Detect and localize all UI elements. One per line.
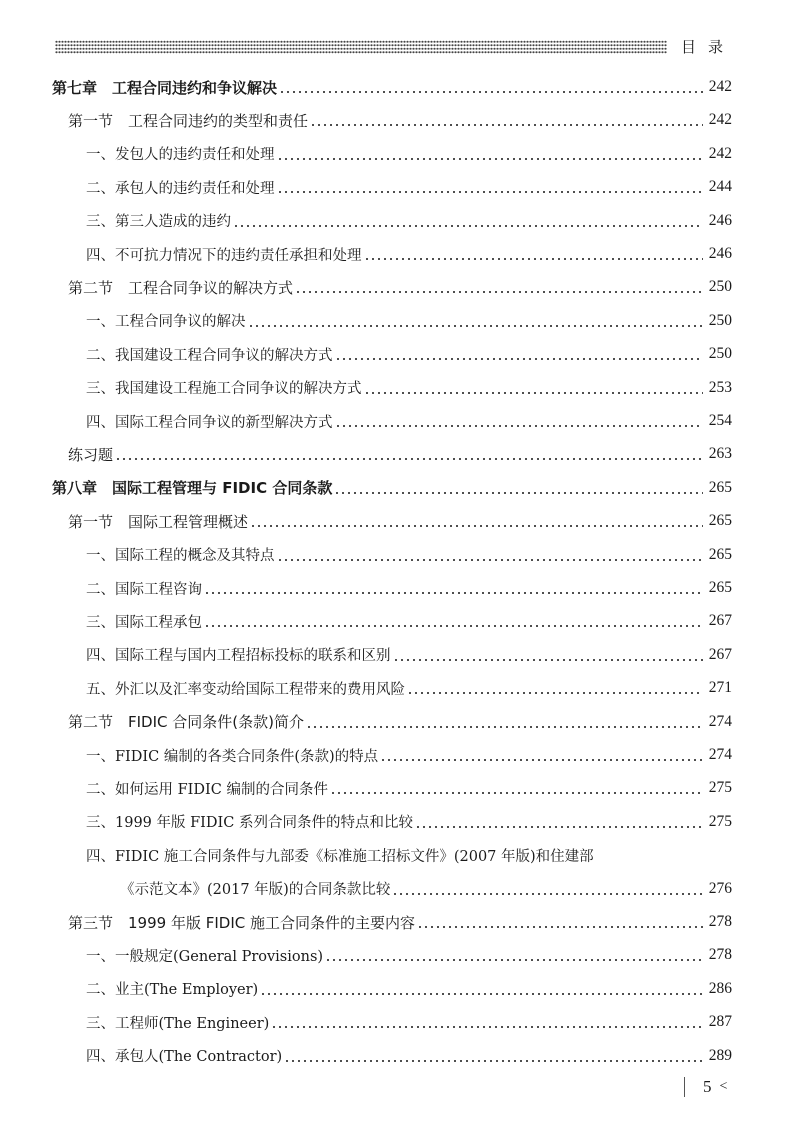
toc-entry: [86, 940, 732, 970]
toc-dot-leader: [407, 683, 703, 697]
toc-entry-page: 276: [708, 879, 732, 897]
toc-entry-page: 286: [708, 979, 732, 997]
toc-entry: [68, 506, 732, 536]
toc-entry: [86, 373, 732, 403]
toc-entry: [86, 540, 732, 570]
toc-entry: [68, 272, 732, 302]
toc-dot-leader: [250, 516, 703, 530]
toc-dot-leader: [415, 817, 703, 831]
toc-dot-leader: [115, 449, 703, 463]
toc-entry-title: 四、不可抗力情况下的违约责任承担和处理: [86, 247, 362, 264]
toc-entry-title: 一、FIDIC 编制的各类合同条件(条款)的特点: [86, 748, 379, 765]
toc-entry-page: 265: [708, 478, 732, 496]
toc-entry-title: 二、承包人的违约责任和处理: [86, 180, 275, 197]
toc-entry-title: 第二节 FIDIC 合同条件(条款)简介: [68, 713, 304, 732]
toc-entry-title: 四、FIDIC 施工合同条件与九部委《标准施工招标文件》(2007 年版)和住建部: [86, 848, 594, 865]
toc-entry: [86, 339, 732, 369]
toc-dot-leader: [277, 149, 703, 163]
toc-entry: [52, 72, 732, 102]
toc-entry: [86, 840, 732, 870]
toc-dot-leader: [364, 383, 703, 397]
toc-entry: [68, 707, 732, 737]
footer-divider: [684, 1077, 685, 1097]
toc-entry: [86, 807, 732, 837]
toc-dot-leader: [330, 783, 703, 797]
toc-dot-leader: [233, 216, 703, 230]
toc-dot-leader: [392, 884, 702, 898]
toc-entry-title: 《示范文本》(2017 年版)的合同条款比较: [120, 882, 391, 899]
header-dot-pattern: [55, 40, 667, 54]
toc-entry-title: 练习题: [68, 445, 114, 464]
toc-entry-page: 278: [708, 946, 732, 964]
toc-entry-title: 五、外汇以及汇率变动给国际工程带来的费用风险: [86, 681, 405, 698]
toc-entry-page: 274: [708, 746, 732, 763]
toc-entry: [120, 874, 732, 904]
page-arrow-icon: <: [719, 1079, 728, 1094]
toc-entry-title: 一、一般规定(General Provisions): [86, 948, 324, 965]
toc-entry-title: 二、我国建设工程合同争议的解决方式: [86, 347, 333, 364]
toc-dot-leader: [271, 1017, 702, 1031]
toc-entry-title: 四、承包人(The Contractor): [86, 1049, 283, 1066]
header-title: 目录: [680, 38, 735, 56]
toc-entry-page: 242: [708, 78, 732, 95]
toc-entry-page: 265: [708, 579, 732, 596]
toc-dot-leader: [335, 416, 703, 430]
toc-entry: [52, 473, 732, 503]
toc-entry-page: 242: [708, 144, 732, 162]
toc-entry-page: 254: [708, 412, 732, 429]
toc-dot-leader: [364, 249, 703, 263]
toc-entry: [86, 406, 732, 436]
toc-dot-leader: [204, 616, 703, 630]
toc-entry-page: 250: [708, 311, 732, 329]
toc-entry: [86, 172, 732, 202]
toc-entry-page: 265: [708, 512, 732, 530]
toc-entry-page: 274: [708, 712, 732, 730]
toc-dot-leader: [393, 650, 703, 664]
toc-entry: [68, 439, 732, 469]
toc-entry-page: 275: [708, 779, 732, 797]
toc-entry-title: 二、如何运用 FIDIC 编制的合同条件: [86, 781, 328, 798]
toc-dot-leader: [380, 750, 703, 764]
toc-entry-page: 246: [708, 211, 732, 229]
toc-entry-title: 第七章 工程合同违约和争议解决: [52, 78, 278, 97]
toc-entry: [86, 573, 732, 603]
toc-dot-leader: [277, 182, 703, 196]
toc-entry-title: 一、工程合同争议的解决: [86, 314, 246, 331]
toc-entry-page: 289: [708, 1046, 732, 1064]
toc-entry-title: 三、我国建设工程施工合同争议的解决方式: [86, 381, 362, 398]
page-footer: [684, 1076, 727, 1098]
toc-entry-title: 第一节 国际工程管理概述: [68, 512, 249, 531]
toc-dot-leader: [417, 917, 703, 931]
toc-entry: [86, 673, 732, 703]
toc-entry-page: 253: [708, 378, 732, 396]
toc-dot-leader: [284, 1051, 703, 1065]
toc-entry: [86, 1007, 732, 1037]
toc-entry: [86, 740, 732, 770]
toc-entry-title: 第二节 工程合同争议的解决方式: [68, 278, 294, 297]
toc-dot-leader: [306, 717, 703, 731]
toc-dot-leader: [279, 82, 703, 96]
toc-dot-leader: [334, 483, 702, 497]
toc-dot-leader: [248, 316, 703, 330]
toc-entry-page: 278: [708, 913, 732, 930]
toc-entry-page: 250: [708, 278, 732, 296]
toc-entry-title: 一、国际工程的概念及其特点: [86, 548, 275, 565]
toc-entry-title: 三、1999 年版 FIDIC 系列合同条件的特点和比较: [86, 815, 413, 832]
toc-entry-title: 三、工程师(The Engineer): [86, 1015, 270, 1032]
toc-entry-page: 242: [708, 111, 732, 129]
toc-entry: [86, 239, 732, 269]
toc-entry: [86, 974, 732, 1004]
toc-entry-page: 267: [708, 612, 732, 630]
toc-entry: [68, 105, 732, 135]
toc-entry: [68, 907, 732, 937]
toc-entry-page: 271: [708, 679, 732, 697]
toc-dot-leader: [260, 984, 703, 998]
toc-entry-page: 250: [708, 345, 732, 363]
toc-entry: [86, 1041, 732, 1071]
toc-entry: [86, 139, 732, 169]
toc-entry-page: 246: [708, 245, 732, 262]
toc-dot-leader: [325, 950, 703, 964]
toc-entry-title: 四、国际工程合同争议的新型解决方式: [86, 414, 333, 431]
toc-entry-page: 265: [708, 545, 732, 563]
running-header: [55, 36, 735, 60]
toc-dot-leader: [335, 349, 703, 363]
toc-entry-title: 三、国际工程承包: [86, 614, 202, 631]
toc-entry-title: 二、国际工程咨询: [86, 581, 202, 598]
toc-entry: [86, 306, 732, 336]
toc-entry-title: 第一节 工程合同违约的类型和责任: [68, 111, 309, 130]
page-number: 5: [703, 1077, 712, 1096]
toc-dot-leader: [204, 583, 703, 597]
toc-entry-title: 二、业主(The Employer): [86, 982, 259, 999]
toc-entry-title: 一、发包人的违约责任和处理: [86, 147, 275, 164]
toc-dot-leader: [277, 550, 703, 564]
toc-entry-title: 四、国际工程与国内工程招标投标的联系和区别: [86, 648, 391, 665]
toc-dot-leader: [596, 850, 726, 864]
toc-entry-page: 267: [708, 645, 732, 663]
toc-dot-leader: [310, 115, 703, 129]
toc-entry-page: 263: [708, 445, 732, 463]
toc-entry-page: 287: [708, 1013, 732, 1031]
toc-entry-page: 275: [708, 812, 732, 830]
toc-entry-title: 三、第三人造成的违约: [86, 214, 231, 231]
toc-entry-title: 第三节 1999 年版 FIDIC 施工合同条件的主要内容: [68, 913, 415, 932]
toc-entry: [86, 640, 732, 670]
toc-entry: [86, 773, 732, 803]
toc-entry-page: 244: [708, 178, 732, 196]
toc-entry: [86, 206, 732, 236]
toc-dot-leader: [295, 282, 703, 296]
toc-entry: [86, 606, 732, 636]
toc-entry-title: 第八章 国际工程管理与 FIDIC 合同条款: [52, 479, 333, 498]
